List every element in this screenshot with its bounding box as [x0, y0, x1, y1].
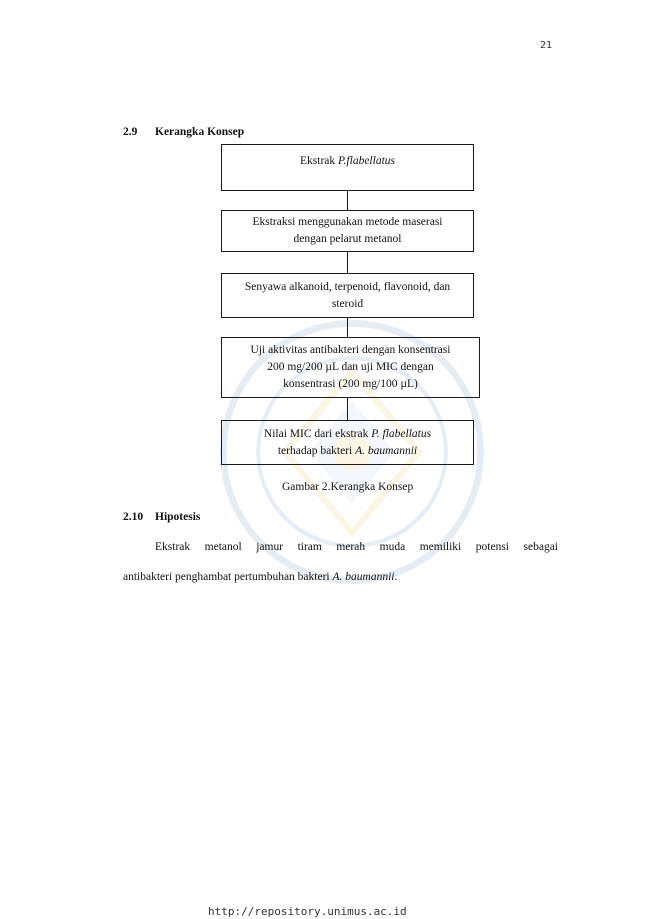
- footer-repository-link[interactable]: http://repository.unimus.ac.id: [208, 905, 407, 918]
- flow-box-extract: [221, 144, 474, 191]
- hipotesis-line-2: [123, 571, 397, 583]
- flow-box-compounds: [221, 273, 474, 318]
- flow-box-antibacterial-test: [221, 337, 480, 398]
- section-title: Hipotesis: [155, 511, 201, 523]
- section-number: 2.9: [123, 126, 138, 138]
- flow-connector-2: [347, 252, 348, 273]
- flow-box-extract-species: P.flabellatus: [338, 155, 395, 167]
- flow-box-mic-result: [221, 420, 474, 465]
- flow-box-compounds-line1: Senyawa alkanoid, terpenoid, flavonoid, dan: [244, 280, 451, 293]
- section-heading-2-9: [123, 126, 244, 138]
- section-number: 2.10: [123, 511, 144, 523]
- flow-box-compounds-line2: steroid: [331, 297, 364, 310]
- flow-box-extraction: [221, 210, 474, 252]
- flow-box-test-line1: Uji aktivitas antibakteri dengan konsentrasi: [250, 344, 451, 356]
- flow-box-mic-line2: terhadap bakteri: [277, 444, 356, 457]
- hipotesis-period: .: [394, 571, 398, 583]
- section-heading-2-10: [123, 511, 200, 523]
- flow-connector-1: [347, 191, 348, 210]
- flow-box-mic-species: P. flabellatus: [371, 427, 432, 440]
- hipotesis-line-1: Ekstrak metanol jamur tiram merah muda memiliki potensi sebagai: [155, 541, 558, 553]
- flow-box-mic-line1: Nilai MIC dari ekstrak: [263, 427, 372, 440]
- flow-box-extract-text: Ekstrak: [300, 155, 339, 167]
- figure-caption: Gambar 2.Kerangka Konsep: [282, 481, 414, 493]
- flow-box-mic-bacteria: A. baumannii: [355, 444, 418, 457]
- page-number: 21: [540, 40, 553, 51]
- flow-connector-4: [347, 398, 348, 420]
- flow-box-test-line3: konsentrasi (200 mg/100 µL): [283, 378, 418, 390]
- flow-box-extraction-line1: Ekstraksi menggunakan metode maserasi: [252, 216, 443, 228]
- hipotesis-bacteria: A. baumannii: [332, 571, 395, 583]
- flow-box-extraction-line2: dengan pelarut metanol: [293, 233, 402, 245]
- section-title: Kerangka Konsep: [155, 126, 245, 138]
- hipotesis-line-2-text: antibakteri penghambat pertumbuhan bakteri: [123, 571, 333, 583]
- flow-connector-3: [347, 318, 348, 337]
- flow-box-test-line2: 200 mg/200 µL dan uji MIC dengan: [267, 361, 434, 373]
